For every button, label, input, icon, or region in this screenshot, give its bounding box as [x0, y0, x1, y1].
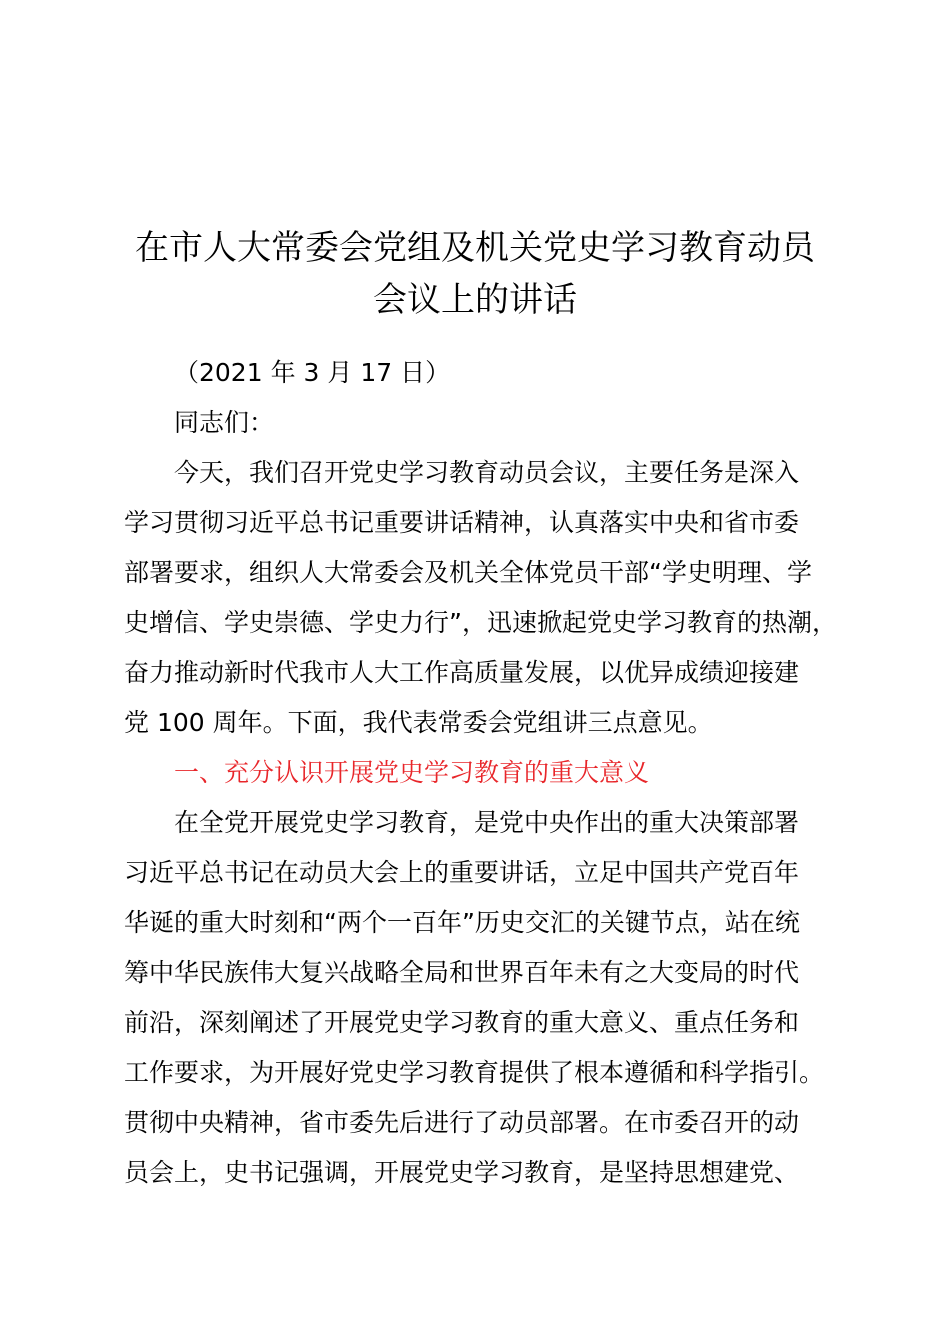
- paragraph1-line: 奋力推动新时代我市人大工作高质量发展，以优异成绩迎接建: [124, 658, 800, 687]
- paragraph2-line: 贯彻中央精神，省市委先后进行了动员部署。在市委召开的动: [124, 1108, 800, 1137]
- paragraph1-line: 学习贯彻习近平总书记重要讲话精神，认真落实中央和省市委: [124, 508, 800, 537]
- paragraph2-line: 前沿，深刻阐述了开展党史学习教育的重大意义、重点任务和: [124, 1008, 800, 1037]
- title-line-1: 在市人大常委会党组及机关党史学习教育动员: [135, 228, 815, 268]
- salutation: 同志们：: [174, 408, 275, 437]
- paragraph1-line: 史增信、学史崇德、学史力行”，迅速掀起党史学习教育的热潮，: [124, 608, 837, 637]
- paragraph2-line: 员会上，史书记强调，开展党史学习教育，是坚持思想建党、: [124, 1158, 800, 1187]
- paragraph2-line: 习近平总书记在动员大会上的重要讲话，立足中国共产党百年: [124, 858, 800, 887]
- paragraph2-line: 华诞的重大时刻和“两个一百年”历史交汇的关键节点，站在统: [124, 908, 800, 937]
- paragraph2-line: 筹中华民族伟大复兴战略全局和世界百年未有之大变局的时代: [124, 958, 800, 987]
- section1-heading: 一、充分认识开展党史学习教育的重大意义: [174, 758, 650, 787]
- paragraph1-line: 今天，我们召开党史学习教育动员会议，主要任务是深入: [174, 458, 800, 487]
- title-line-2: 会议上的讲话: [373, 280, 577, 320]
- paragraph1-line: 部署要求，组织人大常委会及机关全体党员干部“学史明理、学: [124, 558, 812, 587]
- paragraph1-line: 党 100 周年。下面，我代表常委会党组讲三点意见。: [124, 708, 713, 737]
- paragraph2-line: 在全党开展党史学习教育，是党中央作出的重大决策部署: [174, 808, 800, 837]
- speech-date: （2021 年 3 月 17 日）: [174, 358, 451, 387]
- paragraph2-line: 工作要求，为开展好党史学习教育提供了根本遵循和科学指引。: [124, 1058, 825, 1087]
